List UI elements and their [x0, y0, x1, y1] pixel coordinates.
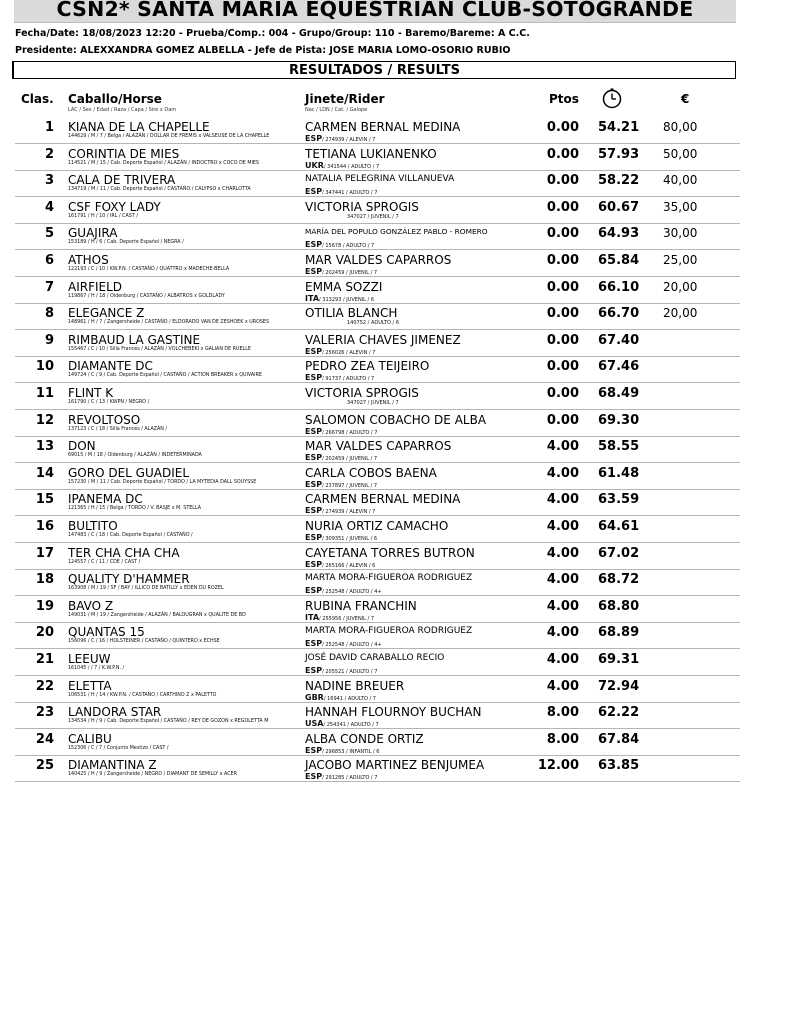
rank: 6 [44, 253, 54, 268]
horse-name: CALA DE TRIVERA [68, 173, 176, 188]
rank: 15 [35, 492, 54, 508]
time: 54.21 [598, 120, 640, 135]
rider-name: VICTORIA SPROGIS [305, 199, 419, 214]
points: 0.00 [546, 412, 579, 428]
points: 4.00 [546, 519, 579, 534]
time: 68.80 [598, 598, 640, 614]
rider-info [305, 639, 382, 648]
rank: 24 [35, 731, 54, 747]
result-row [0, 117, 800, 144]
rider-name: NURIA ORTIZ CAMACHO [305, 519, 449, 533]
points: 4.00 [546, 465, 579, 481]
result-row [0, 729, 800, 756]
points: 0.00 [546, 332, 579, 348]
time: 67.02 [598, 545, 640, 561]
prize: 50,00 [663, 146, 698, 161]
horse-info: 152306 / C / 7 / Conjunto Mestizo / CAST / [68, 745, 169, 751]
time: 66.70 [598, 306, 640, 322]
horse-info: 124557 / C / 11 / CDE / CAST / [68, 559, 141, 565]
horse-name: RIMBAUD LA GASTINE [68, 332, 201, 347]
points: 0.00 [546, 120, 579, 135]
horse-name: TER CHA CHA CHA [68, 545, 180, 560]
rider-license: / 16941 / ADULTO / 7 [323, 695, 376, 702]
time: 68.89 [598, 625, 640, 641]
col-horse-subheader: LAC / Sex / Edad / Raza / Capa / Sire x Dam [68, 107, 177, 113]
rider-nationality: ESP [305, 479, 323, 489]
horse-info: 163908 / M / 19 / SF / BAY / ILLICO DE BATILLY x EDEN DU ROZEL [68, 586, 224, 592]
rider-info [305, 586, 382, 595]
horse-info: 161791 / H / 10 / IRL / CAST / [68, 213, 138, 219]
horse-name: QUANTAS 15 [68, 625, 145, 640]
horse-info: 156096 / C / 16 / HOLSTEINER / CASTAÑO / QUINTERO x ECHSE [68, 639, 220, 645]
rider-nationality: ITA [305, 612, 320, 622]
rider-nationality: ESP [305, 533, 323, 542]
horse-info: 137123 / C / 18 / Silla Francés / ALAZÁN / [68, 426, 168, 432]
rider-info [305, 480, 377, 489]
rank: 2 [44, 146, 54, 162]
time: 60.67 [598, 199, 640, 215]
rider-nationality: ESP [305, 666, 323, 675]
rider-nationality: ESP [305, 346, 323, 356]
col-rank-header: Clas. [21, 92, 54, 106]
prize: 80,00 [663, 120, 698, 134]
rider-name: CARMEN BERNAL MEDINA [305, 492, 461, 507]
rider-license: / 265166 / ALEVIN / 6 [322, 562, 376, 569]
horse-info: 144629 / M / 7 / Belga / ALAZÁN / DOLLAR DE FREMIS x VALSEUSE DE LA CHAPELLE [68, 134, 270, 139]
rider-nationality: USA [305, 719, 324, 729]
result-row [0, 489, 800, 516]
col-rider-subheader: Nac / LDN / Cat. / Galope [305, 107, 368, 113]
horse-name: ELEGANCE Z [68, 306, 145, 321]
rank: 23 [35, 705, 54, 721]
horse-name: LEEUW [68, 652, 111, 666]
rider-name: SALOMON COBACHO DE ALBA [305, 412, 487, 427]
horse-info: 122193 / C / 10 / KW.P.N. / CASTAÑO / QUATTRO x MADECHE-BELLA [68, 267, 230, 272]
result-row [0, 356, 800, 383]
rider-name: NATALIA PELEGRINA VILLANUEVA [305, 174, 455, 185]
rider-name: ALBA CONDE ORTIZ [305, 731, 424, 746]
points: 0.00 [546, 306, 579, 322]
time: 65.84 [598, 253, 640, 268]
rank: 1 [44, 120, 54, 135]
rider-license: / 313293 / JUVENIL / 6 [319, 296, 374, 303]
rider-license: / 252548 / ADULTO / 4+ [322, 589, 382, 596]
result-row [0, 702, 800, 729]
horse-info: 106531 / H / 14 / KW.P.N. / CASTAÑO / CARTHINO Z x PALETTO [68, 692, 217, 698]
rider-name: OTILIA BLANCH [305, 306, 398, 321]
rider-info [305, 267, 377, 276]
horse-name: CORINTIA DE MIES [68, 146, 180, 161]
time: 62.22 [598, 705, 640, 721]
rider-name: HANNAH FLOURNOY BUCHAN [305, 705, 482, 720]
horse-name: CALIBU [68, 731, 112, 746]
result-row [0, 596, 800, 623]
horse-info: 134534 / H / 9 / Cab. Deporte Español / CASTAÑO / REY DE GOZON x REGOLETTA M [68, 719, 269, 725]
rank: 14 [35, 465, 54, 481]
result-row [0, 569, 800, 596]
rider-license: / 291285 / ADULTO / 7 [322, 775, 378, 782]
points: 4.00 [546, 545, 579, 561]
rider-nationality: ESP [305, 134, 323, 143]
points: 0.00 [546, 253, 579, 268]
rider-name: MARÍA DEL POPULO GONZÁLEZ PABLO - ROMERO [305, 227, 488, 237]
rider-license: / 274939 / ALEVIN / 7 [322, 137, 376, 143]
col-points-header: Ptos [549, 92, 579, 106]
rider-license: / 205521 / ADULTO / 7 [322, 669, 378, 675]
col-prize-header: € [681, 92, 690, 106]
points: 0.00 [546, 359, 579, 375]
horse-name: ELETTA [68, 678, 112, 693]
rider-nationality: ITA [305, 293, 320, 303]
horse-info: 149724 / C / 9 / Cab. Deporte Español / CASTAÑO / ACTION BREAKER x QUIVAIRE [68, 373, 262, 379]
horse-info: 161045 / / 7 / K.W.P.N. / [68, 666, 125, 671]
points: 4.00 [546, 492, 579, 508]
time: 61.48 [598, 465, 640, 481]
points: 4.00 [546, 652, 579, 667]
rank: 12 [35, 412, 54, 428]
rider-nationality: ESP [305, 745, 323, 755]
result-row [0, 330, 800, 357]
horse-info: 161790 / C / 13 / KWPN / NEGRO / [68, 400, 150, 405]
rider-nationality: ESP [305, 453, 323, 463]
rider-nationality: ESP [305, 772, 323, 782]
time: 63.85 [598, 758, 640, 774]
horse-name: LANDORA STAR [68, 705, 162, 720]
result-row [0, 410, 800, 437]
rider-info [305, 693, 376, 702]
rider-nationality: ESP [305, 267, 323, 276]
horse-name: QUALITY D'HAMMER [68, 572, 190, 587]
rider-info [305, 134, 375, 143]
horse-name: BAVO Z [68, 598, 114, 613]
points: 4.00 [546, 572, 579, 588]
rider-info [305, 240, 374, 249]
time: 58.22 [598, 173, 640, 189]
rider-license: / 237897 / JUVENIL / 7 [322, 482, 378, 489]
result-row [0, 250, 800, 277]
rider-name: JOSÉ DAVID CARABALLO RECIO [305, 653, 445, 663]
points: 4.00 [546, 439, 579, 455]
time: 68.72 [598, 572, 640, 588]
rank: 11 [35, 386, 54, 401]
rider-nationality: ESP [305, 506, 323, 516]
rider-nationality: ESP [305, 426, 323, 436]
rank: 19 [35, 598, 54, 614]
time: 63.59 [598, 492, 640, 508]
rider-license: / 254341 / ADULTO / 7 [323, 722, 379, 729]
result-row [0, 516, 800, 543]
rank: 13 [35, 439, 54, 455]
col-horse-header: Caballo/Horse [68, 92, 162, 106]
rider-nationality: ESP [305, 187, 323, 197]
time: 69.31 [598, 652, 640, 667]
rank: 22 [35, 678, 54, 694]
time: 72.94 [598, 678, 640, 694]
title-bar [14, 0, 736, 23]
rider-info: 347027 / JUVENIL / 7 [347, 213, 399, 220]
points: 0.00 [546, 226, 579, 242]
rider-name: RUBINA FRANCHIN [305, 598, 417, 613]
rank: 20 [35, 625, 54, 641]
rank: 18 [35, 572, 54, 588]
rider-info [305, 187, 377, 196]
rider-info [305, 533, 377, 542]
rider-license: / 266798 / ADULTO / 7 [322, 429, 378, 436]
result-row [0, 170, 800, 197]
rider-name: NADINE BREUER [305, 678, 405, 693]
results-banner [12, 61, 736, 79]
horse-name: DIAMANTINA Z [68, 758, 157, 773]
rider-nationality: ESP [305, 586, 323, 596]
horse-info: 119867 / H / 18 / Oldenburg / CASTAÑO / ALBATROS x GOLDLADY [68, 293, 225, 299]
row-divider [15, 781, 740, 782]
rider-info [305, 560, 375, 569]
event-info-line: Fecha/Date: 18/08/2023 12:20 - Prueba/Comp.: 004 - Grupo/Group: 110 - Baremo/Bareme: A C.C. [15, 28, 530, 39]
time: 64.93 [598, 226, 640, 242]
points: 0.00 [546, 199, 579, 215]
points: 4.00 [546, 598, 579, 614]
horse-name: DIAMANTE DC [68, 359, 153, 374]
rider-info [305, 506, 375, 515]
horse-info: 147483 / C / 18 / Cab. Deporte Español / CASTAÑO / [68, 533, 193, 538]
horse-name: IPANEMA DC [68, 492, 143, 507]
horse-name: AIRFIELD [68, 279, 123, 294]
horse-name: CSF FOXY LADY [68, 199, 161, 214]
points: 8.00 [546, 731, 579, 747]
rider-name: TETIANA LUKIANENKO [305, 146, 437, 161]
col-rider-header: Jinete/Rider [305, 92, 385, 106]
time: 68.49 [598, 386, 640, 401]
rider-name: CARLA COBOS BAENA [305, 465, 437, 480]
time: 57.93 [598, 146, 640, 162]
prize: 30,00 [663, 226, 698, 241]
officials-line: Presidente: ALEXXANDRA GOMEZ ALBELLA - Jefe de Pista: JOSE MARIA LOMO-OSORIO RUBIO [15, 45, 511, 56]
time: 58.55 [598, 439, 640, 455]
result-row [0, 223, 800, 250]
horse-name: REVOLTOSO [68, 412, 141, 427]
time: 66.10 [598, 279, 640, 295]
rank: 3 [44, 173, 54, 189]
horse-name: GORO DEL GUADIEL [68, 465, 190, 480]
rank: 25 [35, 758, 54, 774]
rider-name: VALERIA CHAVES JIMENEZ [305, 332, 461, 347]
result-row [0, 622, 800, 649]
rider-nationality: ESP [305, 373, 323, 383]
horse-name: DON [68, 439, 96, 454]
rider-info [305, 427, 377, 436]
rider-license: / 309351 / JUVENIL / 6 [322, 536, 378, 542]
rider-license: / 202459 / JUVENIL / 7 [322, 270, 378, 276]
rider-name: VICTORIA SPROGIS [305, 386, 419, 400]
rider-name: CARMEN BERNAL MEDINA [305, 120, 461, 134]
rider-license: / 15678 / ADULTO / 7 [322, 243, 375, 250]
horse-info: 140425 / H / 9 / Zangersheide / NEGRO / DIAMANT DE SEMILLY x ACER [68, 772, 237, 778]
rider-name: PEDRO ZEA TEIJEIRO [305, 359, 430, 374]
horse-info: 69015 / M / 18 / Oldenburg / ALAZÁN / INDETERMINADA [68, 453, 202, 459]
points: 4.00 [546, 625, 579, 641]
results-label: RESULTADOS / RESULTS [288, 63, 461, 78]
horse-name: FLINT K [68, 386, 114, 400]
rank: 16 [35, 519, 54, 534]
result-row [0, 463, 800, 490]
rider-info [305, 666, 377, 675]
rank: 10 [35, 359, 54, 375]
rank: 17 [35, 545, 54, 561]
rank: 5 [44, 226, 54, 242]
result-row [0, 144, 800, 171]
horse-name: KIANA DE LA CHAPELLE [68, 120, 210, 134]
rider-license: / 347441 / ADULTO / 7 [322, 190, 378, 197]
rider-info [305, 772, 377, 781]
prize: 25,00 [663, 253, 698, 267]
horse-info: 134719 / M / 11 / Cab. Deporte Español / CASTAÑO / CALYPSO x CHARLOTTA [68, 187, 251, 193]
prize: 35,00 [663, 199, 698, 214]
points: 0.00 [546, 386, 579, 401]
rider-info [305, 613, 374, 622]
rider-license: / 274939 / ALEVIN / 7 [322, 509, 376, 516]
points: 4.00 [546, 678, 579, 694]
prize: 20,00 [663, 279, 698, 294]
rider-license: / 252548 / ADULTO / 4+ [322, 642, 382, 649]
event-title: CSN2* SANTA MARIA EQUESTRIAN CLUB-SOTOGRANDE [56, 0, 694, 21]
rider-info: 347027 / JUVENIL / 7 [347, 400, 399, 406]
rider-name: JACOBO MARTINEZ BENJUMEA [305, 758, 485, 773]
rider-name: MARTA MORA-FIGUEROA RODRIGUEZ [305, 573, 473, 584]
horse-info: 157230 / M / 11 / Cab. Deporte Español / TORDO / LA MYTEDIA DALL SOUYSSE [68, 479, 257, 485]
rider-info [305, 161, 379, 170]
result-row [0, 303, 800, 330]
clock-icon [601, 87, 623, 109]
rider-name: EMMA SOZZI [305, 279, 383, 294]
result-row [0, 755, 800, 782]
rider-name: MARTA MORA-FIGUEROA RODRIGUEZ [305, 626, 473, 637]
rider-license: / 296853 / INFANTIL / 6 [322, 748, 380, 755]
rank: 21 [35, 652, 54, 667]
result-row [0, 543, 800, 570]
horse-info: 114521 / M / 15 / Cab. Deporte Español / ALAZÁN / INDOCTRO x COCO DE MIES [68, 160, 259, 166]
rider-info: 140752 / ADULTO / 6 [347, 320, 400, 327]
points: 0.00 [546, 146, 579, 162]
rank: 7 [44, 279, 54, 295]
prize: 20,00 [663, 306, 698, 321]
rider-name: CAYETANA TORRES BUTRON [305, 545, 475, 560]
horse-info: 149031 / M / 19 / Zangersheide / ALAZÁN / BALOUGRAN x QUALITE DE BD [68, 612, 246, 618]
rider-nationality: UKR [305, 160, 324, 170]
time: 64.61 [598, 519, 640, 534]
horse-info: 148961 / H / 7 / Zangersheide / CASTAÑO / ELDORADO VAN DE ZESHOEK x UROSES [68, 320, 269, 326]
horse-name: BULTITO [68, 519, 118, 533]
rider-nationality: ESP [305, 240, 323, 250]
time: 67.40 [598, 332, 640, 348]
result-row [0, 676, 800, 703]
points: 0.00 [546, 279, 579, 295]
result-row [0, 277, 800, 304]
horse-name: ATHOS [68, 253, 109, 267]
rider-name: MAR VALDES CAPARROS [305, 253, 452, 267]
rider-license: / 255956 / JUVENIL / 7 [319, 615, 374, 622]
points: 8.00 [546, 705, 579, 721]
horse-info: 155467 / C / 10 / Silla Francés / ALAZÁN / VOLCHEBEKI x GALIAN DE RUELLE [68, 346, 251, 352]
result-row [0, 436, 800, 463]
result-row [0, 197, 800, 224]
rank: 8 [44, 306, 54, 322]
rank: 4 [44, 199, 54, 215]
horse-info: 121365 / H / 15 / Belga / TORDO / V. BASJE x M. STELLA [68, 506, 202, 512]
rank: 9 [44, 332, 54, 348]
time: 69.30 [598, 412, 640, 428]
time: 67.46 [598, 359, 640, 375]
rider-name: MAR VALDES CAPARROS [305, 439, 452, 454]
rider-license: / 256026 / ALEVIN / 7 [322, 349, 376, 356]
rider-info [305, 347, 375, 356]
rider-license: / 341544 / ADULTO / 7 [323, 163, 380, 170]
result-row [0, 649, 800, 676]
horse-name: GUAJIRA [68, 226, 118, 241]
rider-info [305, 294, 374, 303]
time: 67.84 [598, 731, 640, 747]
rider-nationality: GBR [305, 692, 324, 702]
rider-info [305, 453, 377, 462]
rider-info [305, 719, 379, 728]
result-row [0, 383, 800, 410]
rider-nationality: ESP [305, 559, 323, 569]
horse-info: 153189 / H / 6 / Cab. Deporte Español / NEGRA / [68, 240, 184, 246]
rider-license: / 91737 / ADULTO / 7 [322, 376, 375, 383]
points: 12.00 [537, 758, 579, 774]
rider-nationality: ESP [305, 639, 323, 649]
rider-info [305, 746, 379, 755]
rider-license: / 202459 / JUVENIL / 7 [322, 456, 378, 463]
rider-info [305, 373, 374, 382]
points: 0.00 [546, 173, 579, 189]
prize: 40,00 [663, 173, 698, 188]
